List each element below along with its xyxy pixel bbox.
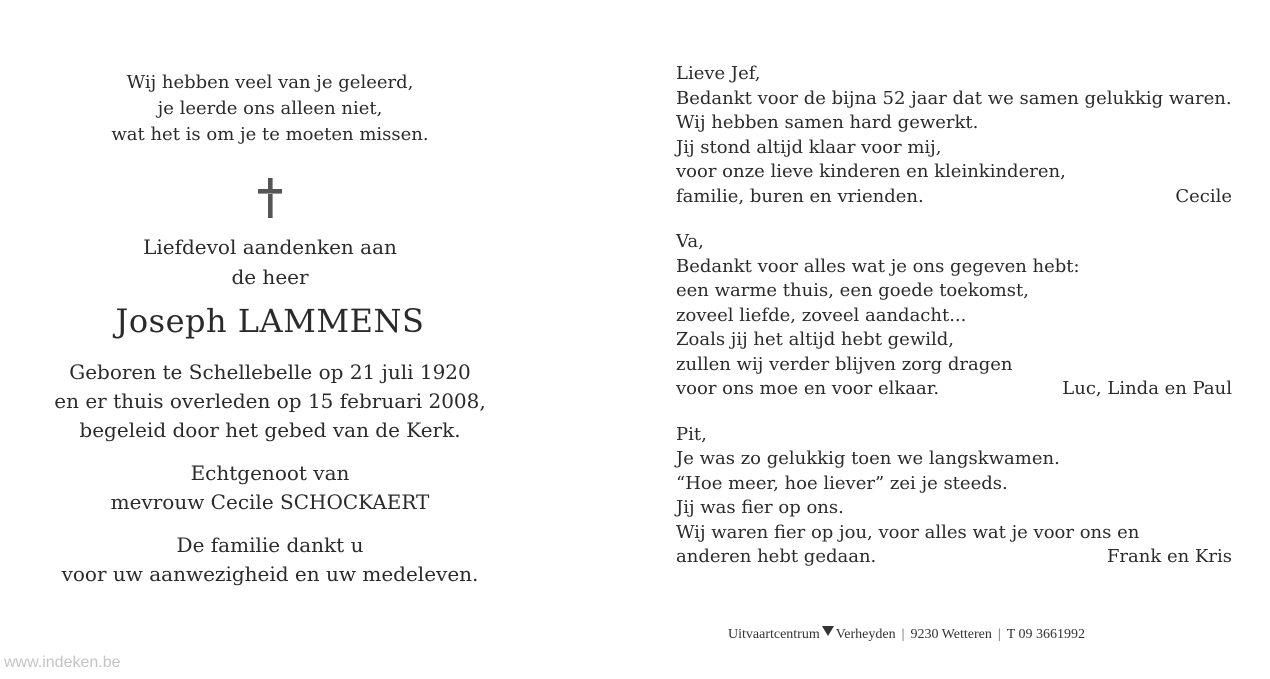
message-line: Bedankt voor de bijna 52 jaar dat we samen gelukkig waren.	[676, 87, 1232, 109]
info-line: begeleid door het gebed van de Kerk.	[79, 418, 461, 442]
spouse-line: Echtgenoot van	[190, 461, 350, 485]
verse-line: wat het is om je te moeten missen.	[111, 124, 429, 145]
spouse-info	[30, 459, 510, 517]
message-line: Zoals jij het altijd hebt gewild,	[676, 329, 954, 350]
memorial-heading	[30, 232, 510, 292]
info-line: en er thuis overleden op 15 februari 2008,	[54, 389, 486, 413]
family-thanks	[30, 531, 510, 589]
spouse-line: mevrouw Cecile SCHOCKAERT	[110, 490, 430, 514]
message-line: Jij stond altijd klaar voor mij,	[676, 136, 942, 158]
footer-phone: T 09 3661992	[1006, 627, 1085, 642]
footer-brand-a: Uitvaartcentrum	[728, 627, 820, 642]
message-line: Wij waren fier op jou, voor alles wat je voor ons en	[676, 521, 1140, 543]
deceased-name: Joseph LAMMENS	[115, 302, 425, 340]
message-line: Jij was fier op ons.	[676, 497, 844, 518]
memorial-line: Liefdevol aandenken aan	[143, 235, 397, 259]
message-line: zullen wij verder blijven zorg dragen	[676, 353, 1013, 375]
message-line: Je was zo gelukkig toen we langskwamen.	[676, 448, 1060, 469]
thanks-line: De familie dankt u	[176, 533, 364, 557]
message-line: voor ons moe en voor elkaar.	[676, 378, 940, 399]
memorial-line: de heer	[231, 265, 309, 289]
info-line: Geboren te Schellebelle op 21 juli 1920	[69, 360, 471, 384]
message-signature: Frank en Kris	[1106, 546, 1232, 567]
cross-icon	[258, 178, 282, 218]
birth-death-info	[30, 358, 510, 445]
triangle-down-icon	[822, 626, 834, 636]
verse-line: je leerde ons alleen niet,	[157, 98, 383, 119]
message-line: Lieve Jef,	[676, 63, 761, 84]
footer-separator: |	[997, 627, 1001, 642]
left-panel	[30, 70, 510, 589]
message-line: voor onze lieve kinderen en kleinkinderen,	[676, 161, 1066, 182]
message-line: Pit,	[676, 423, 707, 445]
message-cecile	[676, 62, 1232, 209]
message-signature: Cecile	[1175, 185, 1232, 207]
message-line: “Hoe meer, hoe liever” zei je steeds.	[676, 472, 1008, 494]
message-line: een warme thuis, een goede toekomst,	[676, 280, 1029, 301]
footer-separator: |	[901, 627, 905, 642]
watermark-url: www.indeken.be	[4, 654, 121, 671]
message-line: Bedankt voor alles wat je ons gegeven hebt:	[676, 255, 1080, 277]
message-line: anderen hebt gedaan.	[676, 546, 877, 567]
thanks-line: voor uw aanwezigheid en uw medeleven.	[61, 562, 479, 586]
message-line: Va,	[676, 231, 704, 252]
message-line: Wij hebben samen hard gewerkt.	[676, 112, 979, 133]
funeral-home-footer	[728, 626, 1085, 643]
message-children	[676, 230, 1232, 402]
message-grandchildren	[676, 423, 1232, 570]
message-signature: Luc, Linda en Paul	[1062, 378, 1232, 399]
footer-address: 9230 Wetteren	[910, 627, 992, 642]
message-line: zoveel liefde, zoveel aandacht...	[676, 304, 967, 326]
verse-line: Wij hebben veel van je geleerd,	[126, 72, 414, 93]
opening-verse	[30, 70, 510, 148]
right-panel	[676, 62, 1232, 591]
footer-brand-b: Verheyden	[835, 627, 896, 642]
message-line: familie, buren en vrienden.	[676, 185, 924, 207]
